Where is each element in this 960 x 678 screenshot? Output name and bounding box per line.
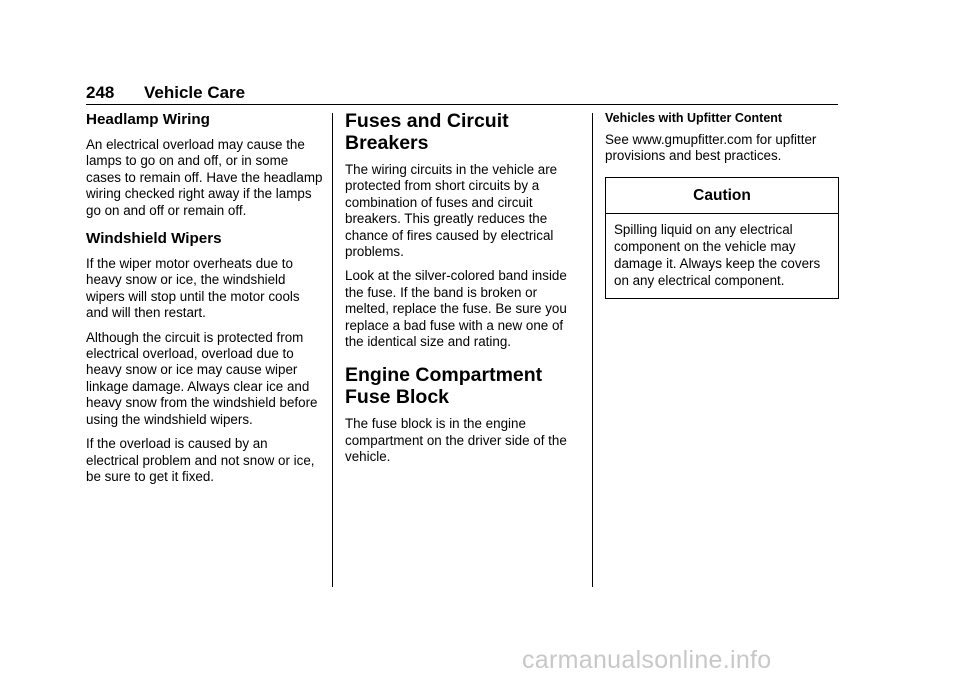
wipers-paragraph-3: If the overload is caused by an electrical problem and not snow or ice, be sure to get it fixed. xyxy=(86,436,315,484)
column-2 xyxy=(345,110,581,474)
windshield-wipers-heading: Windshield Wipers xyxy=(86,230,222,248)
fuses-circuit-breakers-heading: Fuses and Circuit Breakers xyxy=(345,110,509,154)
fuses-paragraph-2: Look at the silver-colored band inside the fuse. If the band is broken or melted, replace the fuse. Be sure you replace a bad fuse with a new one of the identical size and rating. xyxy=(345,268,567,350)
watermark: carmanualsonline.info xyxy=(522,646,772,674)
fuses-paragraph-1: The wiring circuits in the vehicle are protected from short circuits by a combination of fuses and circuit breakers. This greatly reduces the chance of fires caused by electrical problems. xyxy=(345,162,558,260)
page-number: 248 xyxy=(86,83,115,102)
column-1 xyxy=(86,110,324,493)
page-header xyxy=(86,82,838,105)
engine-fuse-block-paragraph: The fuse block is in the engine compartment on the driver side of the vehicle. xyxy=(345,416,567,465)
wipers-paragraph-1: If the wiper motor overheats due to heavy snow or ice, the windshield wipers will stop until the motor cools and will then restart. xyxy=(86,256,300,321)
caution-title: Caution xyxy=(606,178,838,214)
headlamp-wiring-paragraph: An electrical overload may cause the lamps to go on and off, or in some cases to remain off. Have the headlamp wiring checked right away if the lamps go on and off or remain off. xyxy=(86,137,323,218)
headlamp-wiring-heading: Headlamp Wiring xyxy=(86,111,210,128)
wipers-paragraph-2: Although the circuit is protected from electrical overload, overload due to heavy snow or ice may cause wiper linkage damage. Always clear ice and heavy snow from the windshield before using the windshield wipers. xyxy=(86,329,318,427)
upfitter-paragraph: See www.gmupfitter.com for upfitter provisions and best practices. xyxy=(605,132,817,164)
section-title: Vehicle Care xyxy=(144,83,246,102)
column-divider-1 xyxy=(332,113,333,587)
column-3 xyxy=(605,110,839,299)
caution-box xyxy=(605,177,839,299)
upfitter-heading: Vehicles with Upfitter Content xyxy=(605,111,783,125)
caution-text: Spilling liquid on any electrical component on the vehicle may damage it. Always keep the covers on any electrical component. xyxy=(614,221,821,288)
column-divider-2 xyxy=(592,113,593,587)
engine-fuse-block-heading: Engine Compartment Fuse Block xyxy=(345,364,543,409)
